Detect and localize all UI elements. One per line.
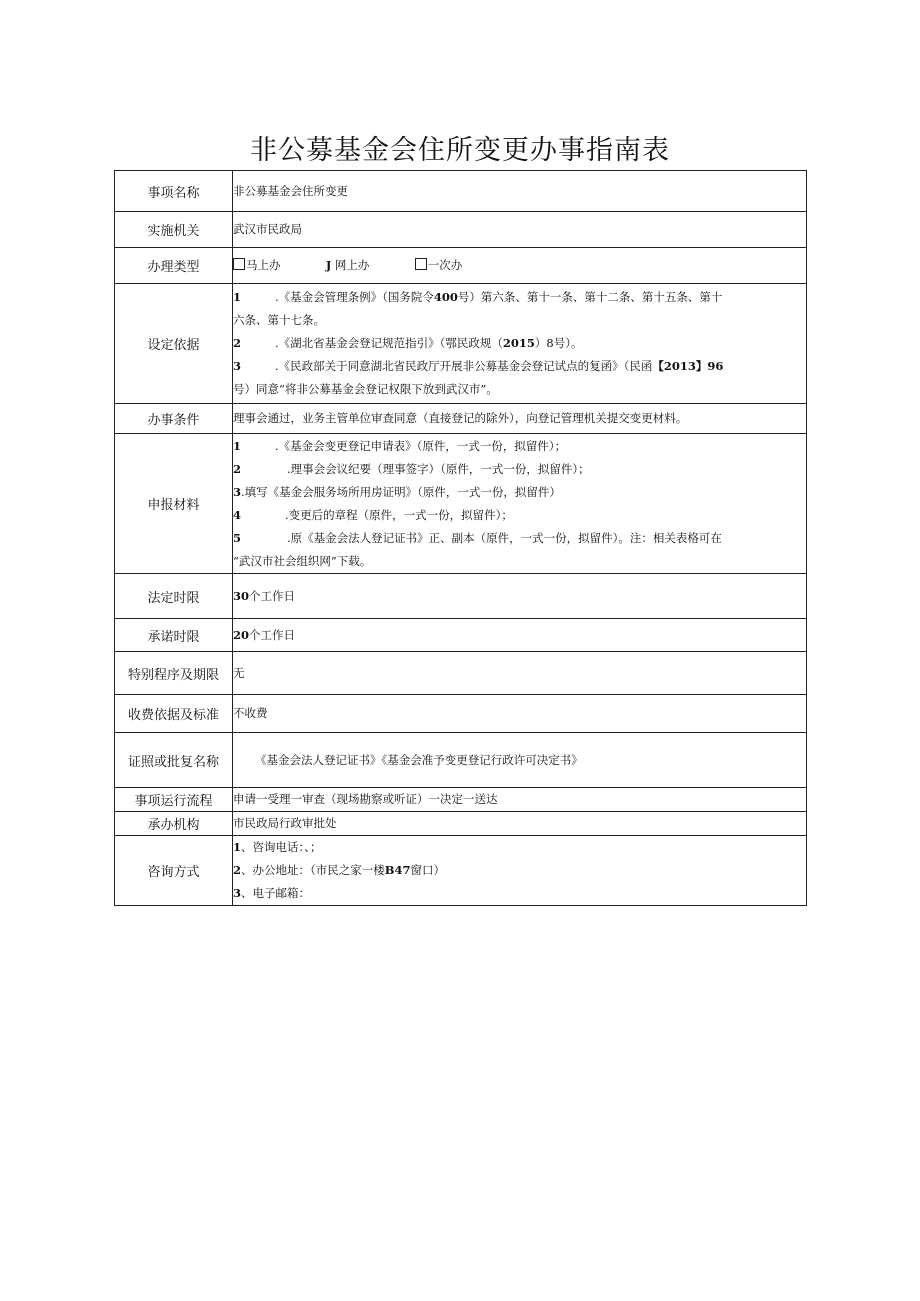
basis-text: .《民政部关于同意湖北省民政厅开展非公募基金会登记试点的复函》（民函: [275, 359, 653, 373]
value-office: 市民政局行政审批处: [233, 812, 807, 836]
checkbox-icon: [233, 258, 245, 270]
legal-limit-num: 30: [233, 588, 250, 603]
option-once: 一次办: [427, 258, 463, 272]
value-process: 申请一受理一审查（现场勘察或听证）一决定一送达: [233, 788, 807, 812]
label-item-name: 事项名称: [115, 171, 233, 212]
basis-bold: 400: [433, 290, 458, 304]
label-office: 承办机构: [115, 812, 233, 836]
basis-text: .《基金会管理条例》（国务院令: [275, 290, 434, 304]
value-materials: [233, 434, 807, 574]
basis-num: 2: [233, 336, 242, 350]
legal-limit-unit: 个工作日: [249, 588, 296, 603]
basis-continued: 号）同意“将非公募基金会登记权限下放到武汉市”。: [233, 382, 498, 396]
promise-limit-num: 20: [233, 627, 250, 642]
label-type: 办理类型: [115, 248, 233, 284]
checkbox-icon: [415, 258, 427, 270]
value-special: 无: [233, 652, 807, 695]
contact-email: 3、电子邮箱：: [233, 886, 311, 900]
value-conditions: 理事会通过，业务主管单位审查同意（直接登记的除外），向登记管理机关提交变更材料。: [233, 404, 807, 434]
label-materials: 申报材料: [115, 434, 233, 574]
label-legal-limit: 法定时限: [115, 574, 233, 619]
row-contact: [115, 836, 807, 906]
value-contact: [233, 836, 807, 906]
label-conditions: 办事条件: [115, 404, 233, 434]
value-type: [233, 248, 807, 284]
promise-limit-unit: 个工作日: [249, 627, 296, 642]
row-materials: [115, 434, 807, 574]
basis-num: 1: [233, 290, 242, 304]
material-item: 2 .理事会会议纪要（理事签字）（原件，一式一份，拟留件）；: [233, 461, 590, 476]
row-special: [115, 652, 807, 695]
row-fee: [115, 695, 807, 733]
material-item: 1 .《基金会变更登记申请表》（原件，一式一份，拟留件）；: [233, 438, 567, 453]
page-title: 非公募基金会住所变更办事指南表: [250, 135, 670, 166]
basis-text: 号）第六条、第十一条、第十二条、第十五条、第十: [457, 290, 723, 304]
row-conditions: [115, 404, 807, 434]
value-certificate: 《基金会法人登记证书》《基金会准予变更登记行政许可决定书》: [233, 733, 807, 788]
basis-num: 3: [233, 359, 242, 373]
label-process: 事项运行流程: [115, 788, 233, 812]
basis-bold: 【2013】96: [652, 359, 724, 373]
row-certificate: [115, 733, 807, 788]
label-fee: 收费依据及标准: [115, 695, 233, 733]
basis-text: .《湖北省基金会登记规范指引》（鄂民政规（: [275, 336, 503, 350]
label-contact: 咨询方式: [115, 836, 233, 906]
value-agency: 武汉市民政局: [233, 212, 807, 248]
option-immediate: 马上办: [246, 258, 281, 272]
row-item-name: [115, 171, 807, 212]
option-online: 网上办: [334, 258, 370, 272]
material-item: 4 .变更后的章程（原件，一式一份，拟留件）；: [233, 507, 513, 522]
label-promise-limit: 承诺时限: [115, 619, 233, 652]
guide-table: [114, 170, 807, 906]
value-item-name: 非公募基金会住所变更: [233, 171, 807, 212]
value-legal-limit: [233, 574, 807, 619]
basis-continued: 六条、第十七条。: [233, 313, 325, 327]
basis-bold: 2015: [502, 336, 535, 350]
material-item: 5 .原《基金会法人登记证书》正、副本（原件，一式一份，拟留件）。注：相关表格可在: [233, 530, 722, 545]
row-agency: [115, 212, 807, 248]
value-promise-limit: [233, 619, 807, 652]
basis-text: ）8号）。: [534, 336, 583, 350]
contact-phone: 1、咨询电话：、；: [233, 840, 322, 854]
label-certificate: 证照或批复名称: [115, 733, 233, 788]
label-agency: 实施机关: [115, 212, 233, 248]
row-legal-limit: [115, 574, 807, 619]
value-basis: [233, 284, 807, 404]
contact-address: 2、办公地址：（市民之家一楼B47窗口）: [233, 863, 445, 877]
row-basis: [115, 284, 807, 404]
label-basis: 设定依据: [115, 284, 233, 404]
row-type: [115, 248, 807, 284]
value-fee: 不收费: [233, 695, 807, 733]
row-process: [115, 788, 807, 812]
material-item: 3.填写《基金会服务场所用房证明》（原件，一式一份，拟留件）: [233, 484, 561, 499]
row-office: [115, 812, 807, 836]
row-promise-limit: [115, 619, 807, 652]
material-continued: “武汉市社会组织网”下载。: [233, 553, 372, 568]
checked-mark: J: [325, 258, 332, 272]
label-special: 特别程序及期限: [115, 652, 233, 695]
